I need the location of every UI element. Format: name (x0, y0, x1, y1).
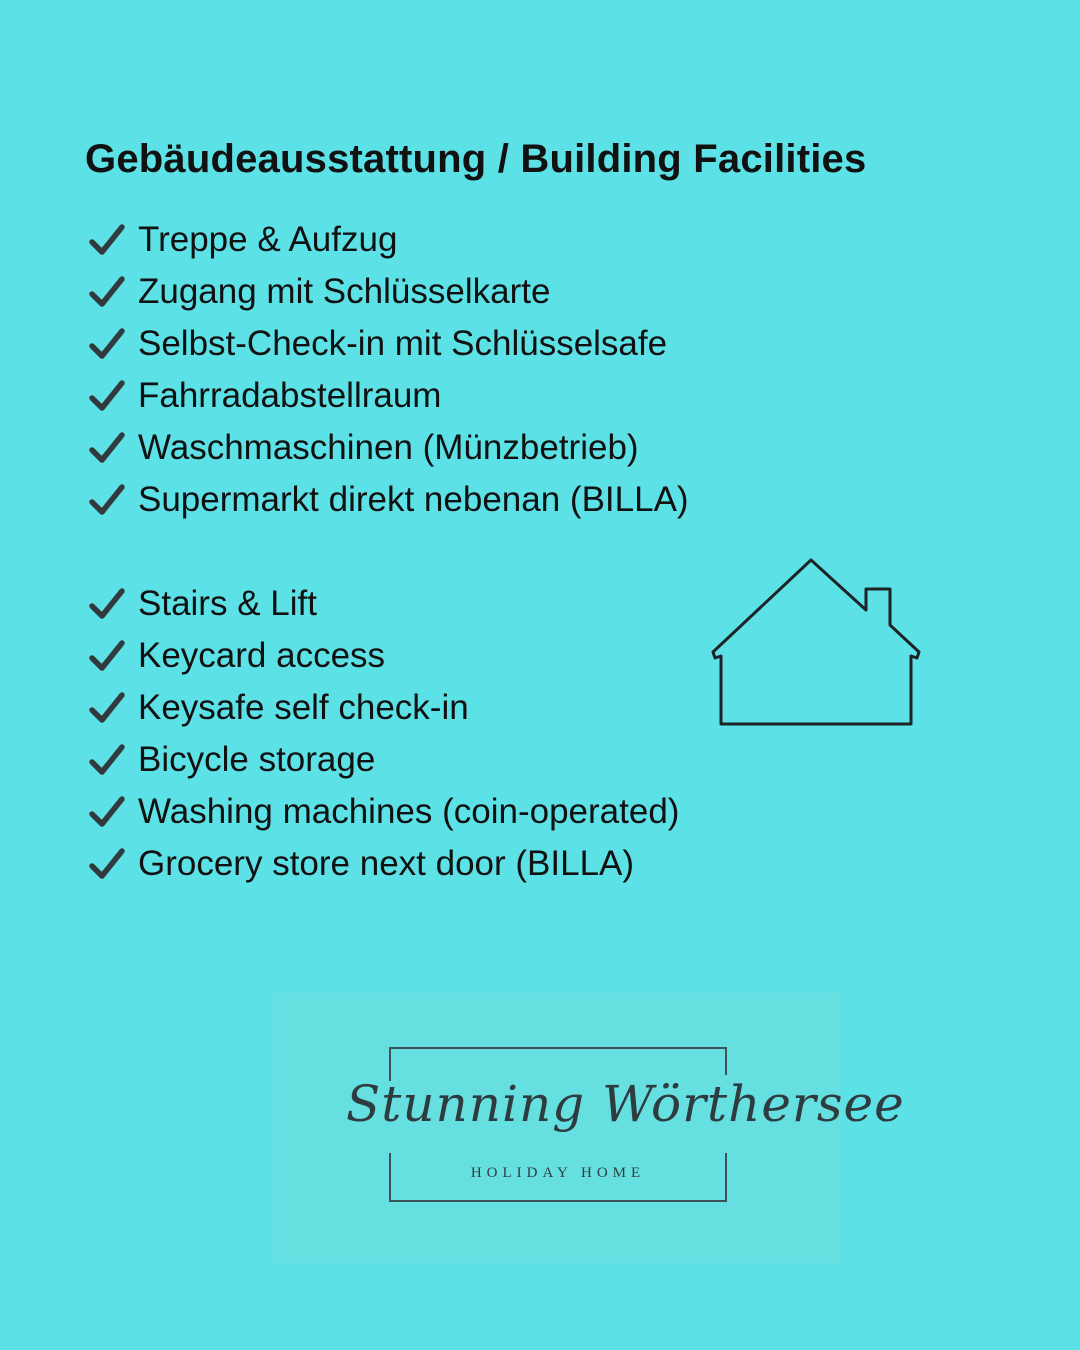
features-list-english (88, 578, 679, 890)
list-item-label: Washing machines (coin-operated) (138, 792, 680, 831)
checkmark-icon (88, 845, 126, 883)
checkmark-icon (88, 273, 126, 311)
list-item-label: Keycard access (138, 636, 386, 675)
checkmark-icon (88, 325, 126, 363)
list-item (88, 214, 689, 266)
checkmark-icon (88, 585, 126, 623)
logo-tagline: HOLIDAY HOME (470, 1165, 646, 1181)
list-item (88, 318, 689, 370)
list-item (88, 734, 679, 786)
list-item (88, 422, 689, 474)
logo (274, 993, 905, 1263)
page-title: Gebäudeausstattung / Building Facilities (85, 136, 867, 181)
checkmark-icon (88, 689, 126, 727)
checkmark-icon (88, 429, 126, 467)
list-item-label: Waschmaschinen (Münzbetrieb) (138, 428, 639, 467)
checkmark-icon (88, 481, 126, 519)
list-item (88, 370, 689, 422)
list-item (88, 630, 679, 682)
list-item-label: Selbst-Check-in mit Schlüsselsafe (138, 324, 668, 363)
checkmark-icon (88, 221, 126, 259)
list-item (88, 682, 679, 734)
list-item (88, 266, 689, 318)
checkmark-icon (88, 741, 126, 779)
list-item-label: Stairs & Lift (138, 584, 317, 623)
list-item-label: Grocery store next door (BILLA) (138, 844, 635, 883)
features-list-german (88, 214, 689, 526)
house-icon (705, 552, 927, 732)
logo-name: Stunning Wörthersee (346, 1075, 905, 1133)
checkmark-icon (88, 637, 126, 675)
list-item (88, 474, 689, 526)
list-item (88, 838, 679, 890)
checkmark-icon (88, 377, 126, 415)
list-item-label: Treppe & Aufzug (138, 220, 398, 259)
list-item-label: Zugang mit Schlüsselkarte (138, 272, 551, 311)
list-item-label: Fahrradabstellraum (138, 376, 442, 415)
list-item (88, 578, 679, 630)
list-item-label: Supermarkt direkt nebenan (BILLA) (138, 480, 689, 519)
list-item-label: Keysafe self check-in (138, 688, 469, 727)
list-item (88, 786, 679, 838)
checkmark-icon (88, 793, 126, 831)
list-item-label: Bicycle storage (138, 740, 376, 779)
